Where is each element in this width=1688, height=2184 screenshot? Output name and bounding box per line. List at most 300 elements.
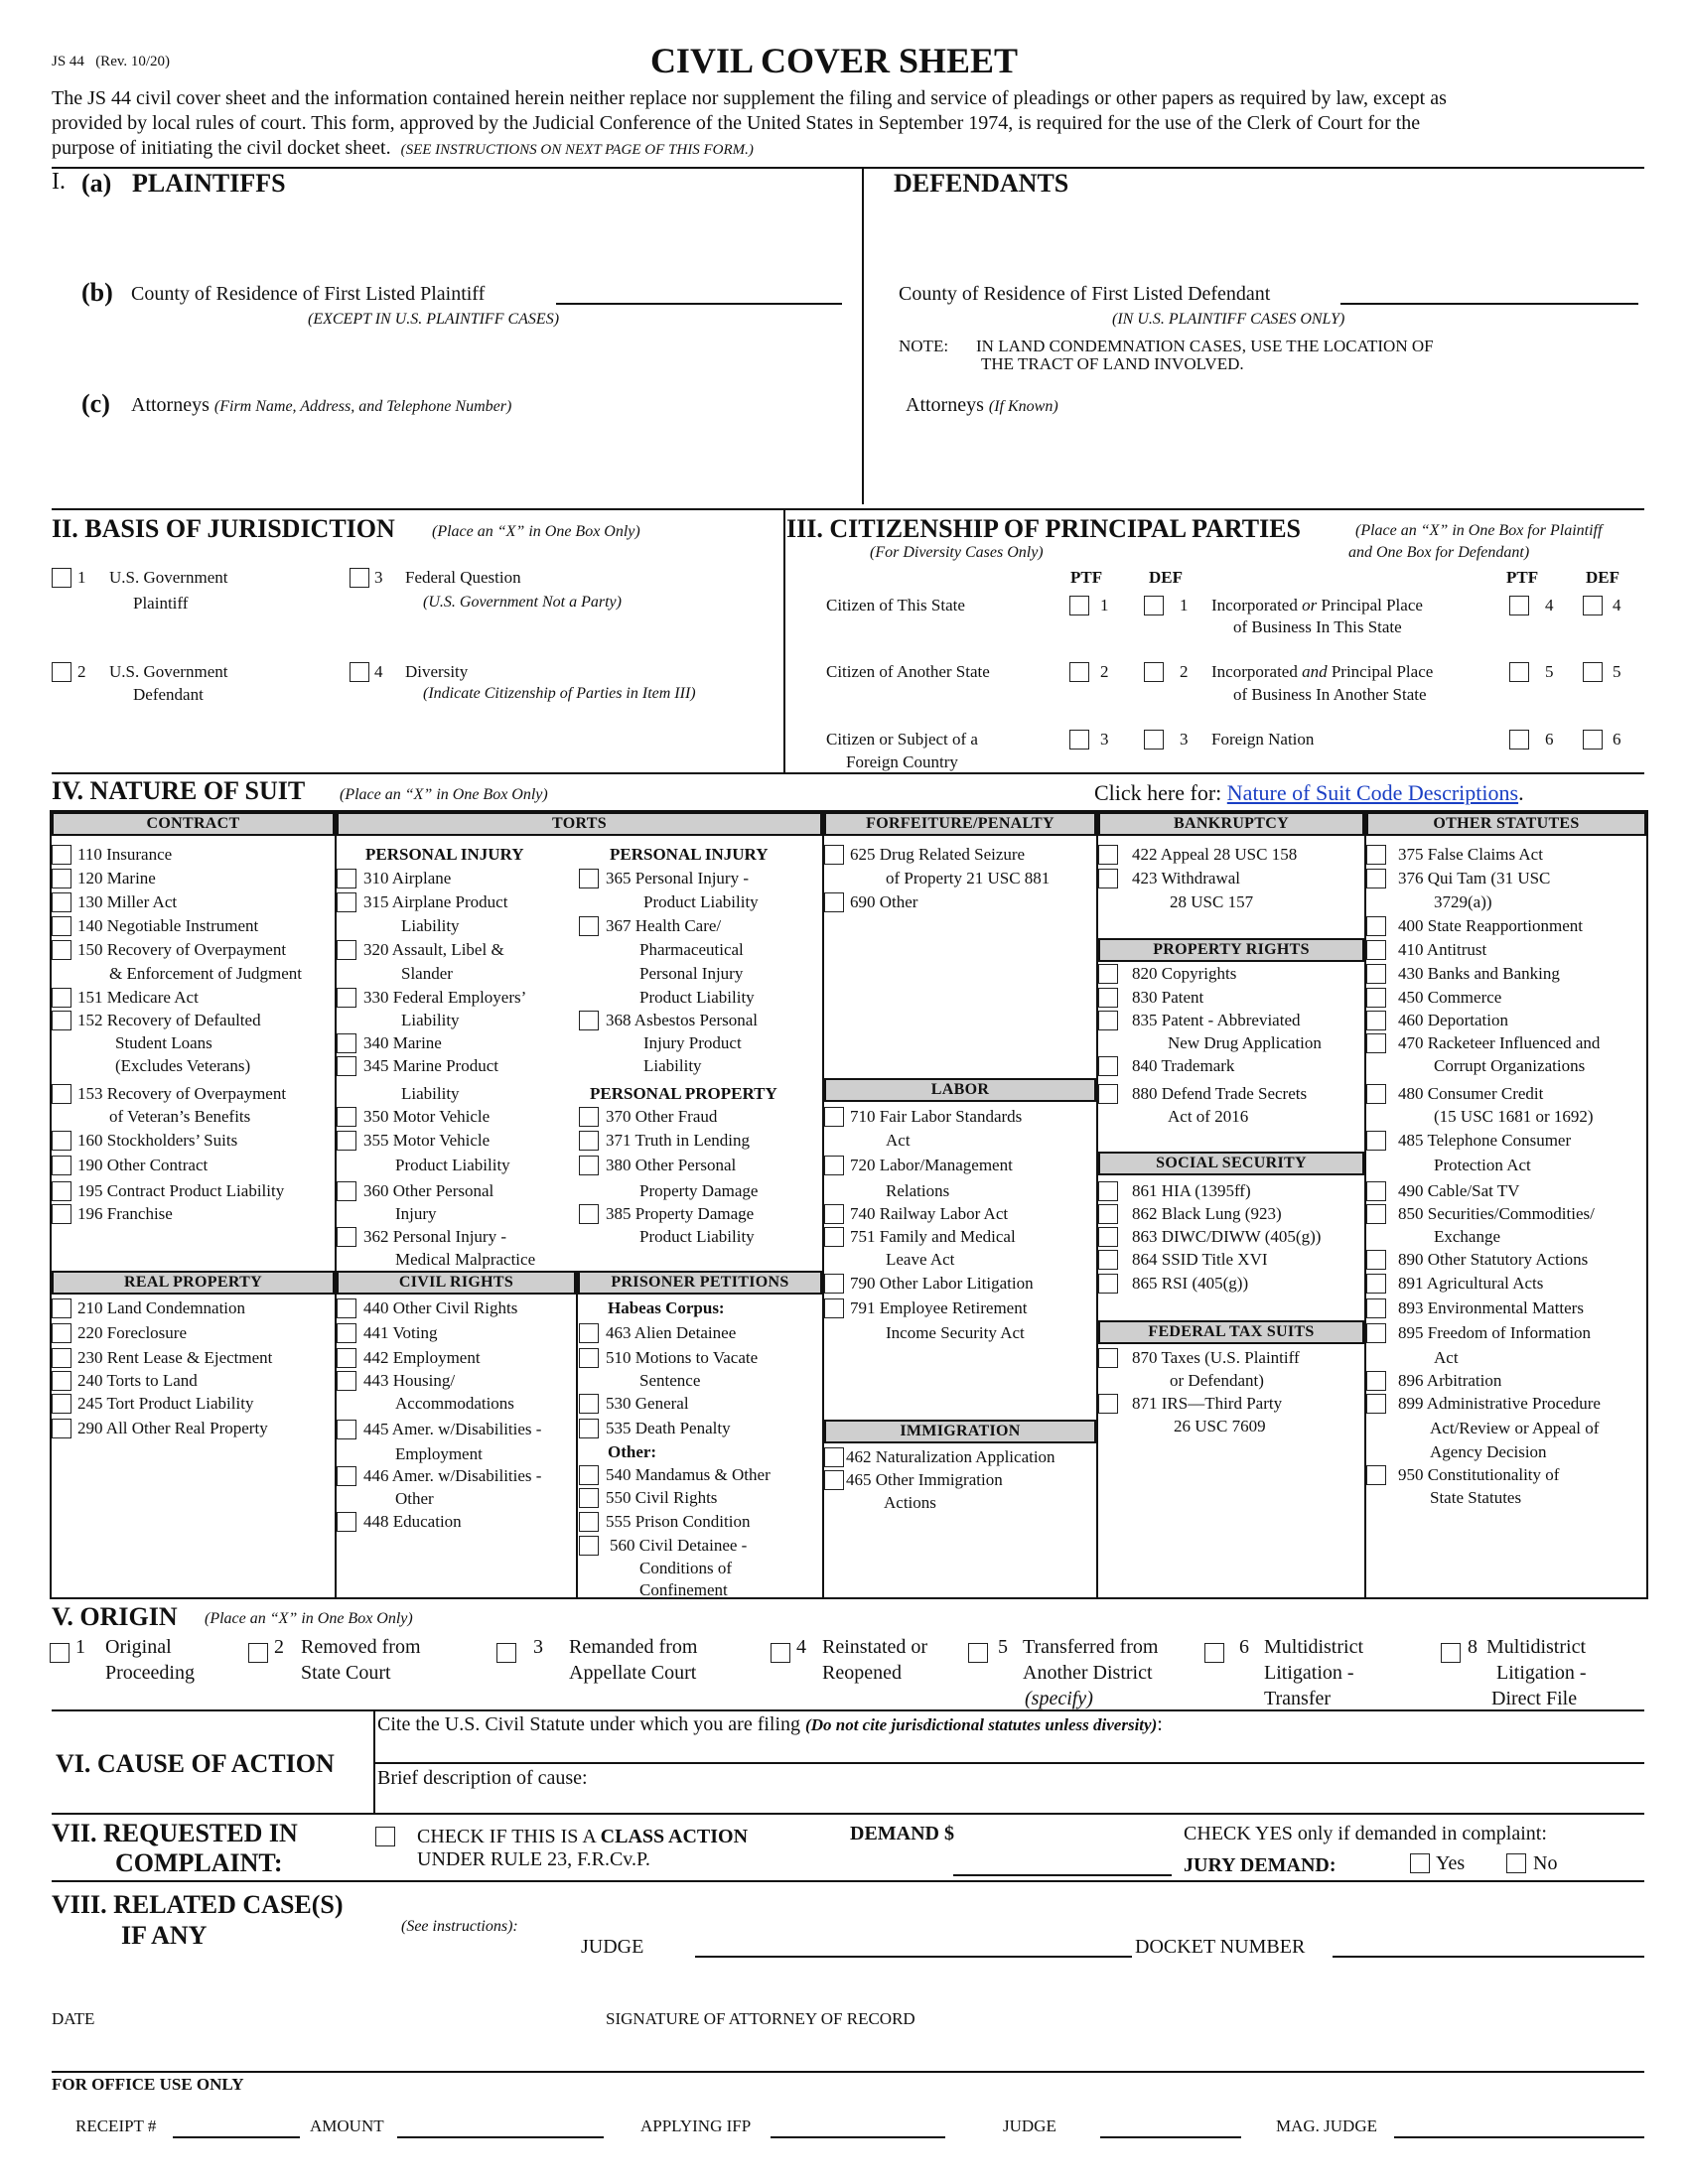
nos-791-checkbox[interactable] xyxy=(824,1298,844,1318)
nos-861-label: 861 HIA (1395ff) xyxy=(1132,1181,1251,1200)
nos-441-label: 441 Voting xyxy=(363,1323,438,1342)
attorneys-defendant[interactable]: Attorneys (If Known) xyxy=(906,394,1058,416)
nos-720-label: 720 Labor/Management xyxy=(850,1156,1013,1174)
forfeiture-header: FORFEITURE/PENALTY xyxy=(824,812,1096,836)
county-defendant-field[interactable] xyxy=(1340,303,1638,305)
incorporated-another-def-checkbox[interactable] xyxy=(1583,662,1603,682)
nos-895-checkbox[interactable] xyxy=(1366,1323,1386,1343)
section-4-instruction: (Place an “X” in One Box Only) xyxy=(340,786,548,803)
nos-530-checkbox[interactable] xyxy=(579,1394,599,1414)
nos-450-checkbox[interactable] xyxy=(1366,988,1386,1008)
nos-385-checkbox[interactable] xyxy=(579,1204,599,1224)
nos-720-sub: Relations xyxy=(886,1181,950,1200)
nos-152-label: 152 Recovery of Defaulted xyxy=(77,1011,261,1029)
demand-label: DEMAND $ xyxy=(850,1823,954,1844)
section-2-title: II. BASIS OF JURISDICTION xyxy=(52,514,395,543)
other-heading: Other: xyxy=(608,1442,657,1461)
nos-891-label: 891 Agricultural Acts xyxy=(1398,1274,1544,1293)
section-3-instruction-1: (Place an “X” in One Box for Plaintiff xyxy=(1355,522,1603,539)
nos-370-label: 370 Other Fraud xyxy=(606,1107,718,1126)
county-plaintiff-label: County of Residence of First Listed Plaintiff xyxy=(131,283,486,305)
jurisdiction-2-checkbox[interactable] xyxy=(52,662,71,682)
nos-355-sub: Product Liability xyxy=(395,1156,510,1174)
nos-210-label: 210 Land Condemnation xyxy=(77,1298,246,1317)
nos-835-checkbox[interactable] xyxy=(1098,1011,1118,1030)
nos-535-checkbox[interactable] xyxy=(579,1419,599,1438)
nos-443-sub: Accommodations xyxy=(395,1394,514,1413)
related-judge-label: JUDGE xyxy=(581,1936,644,1958)
nos-315-sub: Liability xyxy=(401,916,460,935)
nos-890-checkbox[interactable] xyxy=(1366,1250,1386,1270)
nos-190-checkbox[interactable] xyxy=(52,1156,71,1175)
nos-950-label: 950 Constitutionality of xyxy=(1398,1465,1560,1484)
nos-710-sub: Act xyxy=(886,1131,911,1150)
nos-448-checkbox[interactable] xyxy=(337,1512,356,1532)
nos-865-label: 865 RSI (405(g)) xyxy=(1132,1274,1249,1293)
nos-400-checkbox[interactable] xyxy=(1366,916,1386,936)
nos-315-checkbox[interactable] xyxy=(337,892,356,912)
nos-153-checkbox[interactable] xyxy=(52,1084,71,1104)
immigration-header: IMMIGRATION xyxy=(824,1420,1096,1443)
incorporated-and-principal-place-sub: of Business In Another State xyxy=(1233,685,1427,704)
nos-871-sub: 26 USC 7609 xyxy=(1174,1417,1266,1435)
nos-446-checkbox[interactable] xyxy=(337,1466,356,1486)
jurisdiction-1-label: U.S. Government xyxy=(109,568,228,587)
nos-470-checkbox[interactable] xyxy=(1366,1033,1386,1053)
nos-510-sub: Sentence xyxy=(639,1371,701,1390)
nos-368-sub1: Injury Product xyxy=(643,1033,742,1052)
county-defendant-note: (IN U.S. PLAINTIFF CASES ONLY) xyxy=(1112,311,1345,328)
intro-line-1: The JS 44 civil cover sheet and the information contained herein neither replace nor supplement the filing and service of pleadings or other papers as required by law, except as xyxy=(52,87,1447,109)
origin-1-sub: Proceeding xyxy=(105,1662,195,1684)
nos-368-sub2: Liability xyxy=(643,1056,702,1075)
nos-245-label: 245 Tort Product Liability xyxy=(77,1394,254,1413)
cite-statute-field[interactable] xyxy=(373,1762,1644,1764)
nos-345-checkbox[interactable] xyxy=(337,1056,356,1076)
jury-yes-label: Yes xyxy=(1436,1852,1466,1874)
nos-896-label: 896 Arbitration xyxy=(1398,1371,1502,1390)
nos-820-label: 820 Copyrights xyxy=(1132,964,1237,983)
nos-555-checkbox[interactable] xyxy=(579,1512,599,1532)
nos-441-checkbox[interactable] xyxy=(337,1323,356,1343)
nos-445-sub: Employment xyxy=(395,1444,483,1463)
origin-6-checkbox[interactable] xyxy=(1204,1643,1224,1663)
citizen-another-state-ptf-checkbox[interactable] xyxy=(1069,662,1089,682)
nos-899-checkbox[interactable] xyxy=(1366,1394,1386,1414)
nos-710-checkbox[interactable] xyxy=(824,1107,844,1127)
receipt-field[interactable] xyxy=(173,2136,300,2138)
nos-385-sub: Product Liability xyxy=(639,1227,755,1246)
nos-462-checkbox[interactable] xyxy=(824,1447,844,1467)
section-7-title-2: COMPLAINT: xyxy=(115,1848,283,1877)
jurisdiction-4-sub: (Indicate Citizenship of Parties in Item III) xyxy=(423,685,696,702)
origin-8-sub1: Litigation - xyxy=(1496,1662,1587,1684)
nos-245-checkbox[interactable] xyxy=(52,1394,71,1414)
nos-368-checkbox[interactable] xyxy=(579,1011,599,1030)
nos-195-checkbox[interactable] xyxy=(52,1181,71,1201)
citizen-foreign-country: Citizen or Subject of a xyxy=(826,730,978,749)
nos-450-label: 450 Commerce xyxy=(1398,988,1502,1007)
office-judge-field[interactable] xyxy=(1100,2136,1241,2138)
nos-861-checkbox[interactable] xyxy=(1098,1181,1118,1201)
county-plaintiff-field[interactable] xyxy=(556,303,842,305)
nos-151-checkbox[interactable] xyxy=(52,988,71,1008)
nos-375-label: 375 False Claims Act xyxy=(1398,845,1543,864)
nos-376-label: 376 Qui Tam (31 USC xyxy=(1398,869,1551,887)
origin-4-checkbox[interactable] xyxy=(771,1643,790,1663)
nos-367-sub3: Product Liability xyxy=(639,988,755,1007)
jury-yes-checkbox[interactable] xyxy=(1410,1853,1430,1873)
citizen-foreign-ptf-checkbox[interactable] xyxy=(1069,730,1089,750)
nos-310-checkbox[interactable] xyxy=(337,869,356,888)
contract-header: CONTRACT xyxy=(52,812,335,836)
nos-895-label: 895 Freedom of Information xyxy=(1398,1323,1592,1342)
applying-ifp-label: APPLYING IFP xyxy=(640,2116,752,2135)
nos-150-checkbox[interactable] xyxy=(52,940,71,960)
nos-751-checkbox[interactable] xyxy=(824,1227,844,1247)
section-5-instruction: (Place an “X” in One Box Only) xyxy=(205,1610,413,1627)
citizen-this-state-ptf-number: 1 xyxy=(1100,596,1109,614)
class-action-label: CHECK IF THIS IS A CLASS ACTION xyxy=(417,1826,749,1847)
origin-2-label: Removed from xyxy=(301,1636,421,1658)
nos-367-checkbox[interactable] xyxy=(579,916,599,936)
nos-220-label: 220 Foreclosure xyxy=(77,1323,188,1342)
social-security-header: SOCIAL SECURITY xyxy=(1098,1152,1364,1175)
incorporated-another-ptf-checkbox[interactable] xyxy=(1509,662,1529,682)
citizen-this-state-def-checkbox[interactable] xyxy=(1144,596,1164,615)
incorporated-ptf-checkbox[interactable] xyxy=(1509,596,1529,615)
foreign-nation-ptf-checkbox[interactable] xyxy=(1509,730,1529,750)
personal-injury-heading-1: PERSONAL INJURY xyxy=(365,845,524,864)
incorporated-another-def-number: 5 xyxy=(1613,662,1621,681)
nos-490-label: 490 Cable/Sat TV xyxy=(1398,1181,1520,1200)
defendants-heading: DEFENDANTS xyxy=(894,169,1069,198)
nos-151-label: 151 Medicare Act xyxy=(77,988,199,1007)
nos-423-checkbox[interactable] xyxy=(1098,869,1118,888)
nos-490-checkbox[interactable] xyxy=(1366,1181,1386,1201)
nos-376-checkbox[interactable] xyxy=(1366,869,1386,888)
nos-330-checkbox[interactable] xyxy=(337,988,356,1008)
nos-550-checkbox[interactable] xyxy=(579,1488,599,1508)
nos-423-sub: 28 USC 157 xyxy=(1170,892,1254,911)
origin-8-checkbox[interactable] xyxy=(1441,1643,1461,1663)
nos-230-checkbox[interactable] xyxy=(52,1348,71,1368)
nos-442-label: 442 Employment xyxy=(363,1348,481,1367)
nos-310-label: 310 Airplane xyxy=(363,869,452,887)
nos-430-checkbox[interactable] xyxy=(1366,964,1386,984)
nos-150-sub: & Enforcement of Judgment xyxy=(109,964,303,983)
origin-2-checkbox[interactable] xyxy=(248,1643,268,1663)
jury-no-checkbox[interactable] xyxy=(1506,1853,1526,1873)
county-plaintiff-note: (EXCEPT IN U.S. PLAINTIFF CASES) xyxy=(308,311,560,328)
nos-130-checkbox[interactable] xyxy=(52,892,71,912)
personal-property-heading: PERSONAL PROPERTY xyxy=(590,1084,777,1103)
nos-625-label: 625 Drug Related Seizure xyxy=(850,845,1026,864)
foreign-nation-def-checkbox[interactable] xyxy=(1583,730,1603,750)
nos-850-checkbox[interactable] xyxy=(1366,1204,1386,1224)
nos-720-checkbox[interactable] xyxy=(824,1156,844,1175)
nos-360-checkbox[interactable] xyxy=(337,1181,356,1201)
nos-196-checkbox[interactable] xyxy=(52,1204,71,1224)
nos-790-checkbox[interactable] xyxy=(824,1274,844,1294)
receipt-label: RECEIPT # xyxy=(75,2116,157,2135)
nos-367-sub2: Personal Injury xyxy=(639,964,744,983)
origin-6-label: Multidistrict xyxy=(1264,1636,1363,1658)
section-3-title: III. CITIZENSHIP OF PRINCIPAL PARTIES xyxy=(786,514,1301,543)
nos-371-checkbox[interactable] xyxy=(579,1131,599,1151)
origin-3-sub: Appellate Court xyxy=(569,1662,697,1684)
origin-2-sub: State Court xyxy=(301,1662,391,1684)
nos-864-checkbox[interactable] xyxy=(1098,1250,1118,1270)
origin-1-checkbox[interactable] xyxy=(50,1643,70,1663)
jurisdiction-4-checkbox[interactable] xyxy=(350,662,369,682)
jurisdiction-4-number: 4 xyxy=(374,662,383,681)
nos-893-checkbox[interactable] xyxy=(1366,1298,1386,1318)
office-use-title: FOR OFFICE USE ONLY xyxy=(52,2075,244,2094)
nos-371-label: 371 Truth in Lending xyxy=(606,1131,750,1150)
nos-140-checkbox[interactable] xyxy=(52,916,71,936)
nos-555-label: 555 Prison Condition xyxy=(606,1512,751,1531)
nos-345-sub: Liability xyxy=(401,1084,460,1103)
citizen-this-state: Citizen of This State xyxy=(826,596,965,614)
nos-152-sub2: (Excludes Veterans) xyxy=(115,1056,251,1075)
nos-899-sub2: Agency Decision xyxy=(1430,1442,1547,1461)
nos-365-checkbox[interactable] xyxy=(579,869,599,888)
nos-446-sub: Other xyxy=(395,1489,434,1508)
amount-field[interactable] xyxy=(397,2136,604,2138)
nos-463-label: 463 Alien Detainee xyxy=(606,1323,737,1342)
intro-line-3: purpose of initiating the civil docket sheet. (SEE INSTRUCTIONS ON NEXT PAGE OF THIS FORM.) xyxy=(52,137,754,159)
nos-370-checkbox[interactable] xyxy=(579,1107,599,1127)
nos-422-label: 422 Appeal 28 USC 158 xyxy=(1132,845,1298,864)
plaintiffs-heading: PLAINTIFFS xyxy=(132,169,286,198)
mag-judge-field[interactable] xyxy=(1394,2136,1644,2138)
docket-number-field[interactable] xyxy=(1333,1956,1644,1958)
related-judge-field[interactable] xyxy=(695,1956,1132,1958)
date-label: DATE xyxy=(52,2009,95,2028)
nos-465-checkbox[interactable] xyxy=(824,1470,844,1490)
cite-statute-label: Cite the U.S. Civil Statute under which you are filing (Do not cite jurisdictional statutes unless diversity): xyxy=(377,1713,1163,1735)
nos-375-checkbox[interactable] xyxy=(1366,845,1386,865)
nos-480-checkbox[interactable] xyxy=(1366,1084,1386,1104)
nos-830-checkbox[interactable] xyxy=(1098,988,1118,1008)
origin-3-number: 3 xyxy=(533,1636,543,1658)
nos-422-checkbox[interactable] xyxy=(1098,845,1118,865)
origin-6-sub2: Transfer xyxy=(1264,1688,1332,1709)
incorporated-def-checkbox[interactable] xyxy=(1583,596,1603,615)
foreign-nation: Foreign Nation xyxy=(1211,730,1315,749)
origin-4-sub: Reopened xyxy=(822,1662,902,1684)
class-action-checkbox[interactable] xyxy=(375,1827,395,1846)
nos-362-label: 362 Personal Injury - xyxy=(363,1227,507,1246)
origin-5-label: Transferred from xyxy=(1023,1636,1159,1658)
jurisdiction-2-label: U.S. Government xyxy=(109,662,228,681)
nos-320-sub: Slander xyxy=(401,964,453,983)
nos-462-label: 462 Naturalization Application xyxy=(846,1447,1055,1466)
nos-340-label: 340 Marine xyxy=(363,1033,442,1052)
citizen-this-state-ptf-checkbox[interactable] xyxy=(1069,596,1089,615)
nos-290-checkbox[interactable] xyxy=(52,1419,71,1438)
nos-152-checkbox[interactable] xyxy=(52,1011,71,1030)
county-defendant-label: County of Residence of First Listed Defendant xyxy=(899,283,1271,305)
incorporated-principal-place-sub: of Business In This State xyxy=(1233,617,1402,636)
nos-153-sub: of Veteran’s Benefits xyxy=(109,1107,251,1126)
section-7-title-1: VII. REQUESTED IN xyxy=(52,1819,298,1847)
nos-380-checkbox[interactable] xyxy=(579,1156,599,1175)
nos-160-checkbox[interactable] xyxy=(52,1131,71,1151)
citizen-foreign-ptf-number: 3 xyxy=(1100,730,1109,749)
citizen-this-state-def-number: 1 xyxy=(1180,596,1189,614)
nos-410-checkbox[interactable] xyxy=(1366,940,1386,960)
federal-tax-header: FEDERAL TAX SUITS xyxy=(1098,1320,1364,1344)
nos-899-label: 899 Administrative Procedure xyxy=(1398,1394,1601,1413)
note-line-1: IN LAND CONDEMNATION CASES, USE THE LOCATION OF xyxy=(976,337,1434,355)
nos-560-sub2: Confinement xyxy=(639,1580,728,1599)
applying-ifp-field[interactable] xyxy=(771,2136,945,2138)
nos-340-checkbox[interactable] xyxy=(337,1033,356,1053)
origin-8-label: Multidistrict xyxy=(1486,1636,1586,1658)
nos-120-checkbox[interactable] xyxy=(52,869,71,888)
nos-862-label: 862 Black Lung (923) xyxy=(1132,1204,1282,1223)
section-4-title: IV. NATURE OF SUIT xyxy=(52,776,306,805)
nos-891-checkbox[interactable] xyxy=(1366,1274,1386,1294)
nos-320-checkbox[interactable] xyxy=(337,940,356,960)
def-heading-right: DEF xyxy=(1586,568,1619,587)
nos-880-checkbox[interactable] xyxy=(1098,1084,1118,1104)
nos-865-checkbox[interactable] xyxy=(1098,1274,1118,1294)
nos-835-sub: New Drug Application xyxy=(1168,1033,1322,1052)
nos-220-checkbox[interactable] xyxy=(52,1323,71,1343)
jurisdiction-2-sub: Defendant xyxy=(133,685,204,704)
origin-4-label: Reinstated or xyxy=(822,1636,928,1658)
origin-2-number: 2 xyxy=(274,1636,284,1658)
nos-320-label: 320 Assault, Libel & xyxy=(363,940,504,959)
origin-1-label: Original xyxy=(105,1636,172,1658)
origin-4-number: 4 xyxy=(796,1636,806,1658)
incorporated-principal-place: Incorporated or Principal Place xyxy=(1211,596,1423,614)
nos-530-label: 530 General xyxy=(606,1394,689,1413)
nos-480-label: 480 Consumer Credit xyxy=(1398,1084,1544,1103)
section-1-c: (c) xyxy=(81,389,110,418)
brief-description-label: Brief description of cause: xyxy=(377,1767,588,1789)
jurisdiction-4-label: Diversity xyxy=(405,662,469,681)
nos-240-checkbox[interactable] xyxy=(52,1371,71,1391)
citizen-another-state: Citizen of Another State xyxy=(826,662,990,681)
nos-290-label: 290 All Other Real Property xyxy=(77,1419,268,1437)
jurisdiction-3-checkbox[interactable] xyxy=(350,568,369,588)
nos-362-checkbox[interactable] xyxy=(337,1227,356,1247)
section-5-title: V. ORIGIN xyxy=(52,1602,178,1631)
jury-no-label: No xyxy=(1533,1852,1558,1874)
nos-350-checkbox[interactable] xyxy=(337,1107,356,1127)
origin-8-sub2: Direct File xyxy=(1491,1688,1578,1709)
citizen-foreign-def-number: 3 xyxy=(1180,730,1189,749)
nos-625-checkbox[interactable] xyxy=(824,845,844,865)
real-property-header: REAL PROPERTY xyxy=(52,1271,335,1295)
nos-110-checkbox[interactable] xyxy=(52,845,71,865)
nos-863-checkbox[interactable] xyxy=(1098,1227,1118,1247)
note-label: NOTE: xyxy=(899,337,949,355)
nos-443-checkbox[interactable] xyxy=(337,1371,356,1391)
nos-740-checkbox[interactable] xyxy=(824,1204,844,1224)
nos-442-checkbox[interactable] xyxy=(337,1348,356,1368)
nos-355-label: 355 Motor Vehicle xyxy=(363,1131,491,1150)
nos-862-checkbox[interactable] xyxy=(1098,1204,1118,1224)
personal-injury-heading-2: PERSONAL INJURY xyxy=(610,845,769,864)
nos-196-label: 196 Franchise xyxy=(77,1204,173,1223)
nos-820-checkbox[interactable] xyxy=(1098,964,1118,984)
nos-864-label: 864 SSID Title XVI xyxy=(1132,1250,1268,1269)
nos-460-checkbox[interactable] xyxy=(1366,1011,1386,1030)
citizen-another-state-def-checkbox[interactable] xyxy=(1144,662,1164,682)
citizen-foreign-def-checkbox[interactable] xyxy=(1144,730,1164,750)
nos-896-checkbox[interactable] xyxy=(1366,1371,1386,1391)
jurisdiction-1-sub: Plaintiff xyxy=(133,594,189,613)
nos-120-label: 120 Marine xyxy=(77,869,156,887)
nos-880-sub: Act of 2016 xyxy=(1168,1107,1249,1126)
section-1-b: (b) xyxy=(81,278,113,307)
nos-540-label: 540 Mandamus & Other xyxy=(606,1465,771,1484)
nos-871-checkbox[interactable] xyxy=(1098,1394,1118,1414)
section-6-title: VI. CAUSE OF ACTION xyxy=(56,1749,335,1778)
jury-demand-label: JURY DEMAND: xyxy=(1184,1854,1336,1876)
section-8-title-2: IF ANY xyxy=(121,1921,208,1950)
nos-440-checkbox[interactable] xyxy=(337,1298,356,1318)
attorneys-plaintiff[interactable]: Attorneys (Firm Name, Address, and Telephone Number) xyxy=(131,394,512,416)
nos-560-sub1: Conditions of xyxy=(639,1559,733,1577)
nos-510-checkbox[interactable] xyxy=(579,1348,599,1368)
incorporated-def-number: 4 xyxy=(1613,596,1621,614)
origin-8-number: 8 xyxy=(1468,1636,1477,1658)
section-1-roman: I. xyxy=(52,169,66,195)
date-signature-field[interactable] xyxy=(52,2071,1644,2073)
nos-367-sub1: Pharmaceutical xyxy=(639,940,744,959)
origin-5-sub: Another District xyxy=(1023,1662,1153,1684)
nature-of-suit-link[interactable]: Nature of Suit Code Descriptions xyxy=(1226,780,1519,805)
nos-560-checkbox[interactable] xyxy=(579,1536,599,1556)
nos-840-checkbox[interactable] xyxy=(1098,1056,1118,1076)
nos-463-checkbox[interactable] xyxy=(579,1323,599,1343)
origin-3-checkbox[interactable] xyxy=(496,1643,516,1663)
nos-355-checkbox[interactable] xyxy=(337,1131,356,1151)
nos-445-checkbox[interactable] xyxy=(337,1420,356,1439)
signature-label: SIGNATURE OF ATTORNEY OF RECORD xyxy=(606,2009,915,2028)
incorporated-ptf-number: 4 xyxy=(1545,596,1554,614)
nos-460-label: 460 Deportation xyxy=(1398,1011,1508,1029)
nos-410-label: 410 Antitrust xyxy=(1398,940,1487,959)
nos-950-checkbox[interactable] xyxy=(1366,1465,1386,1485)
nos-835-label: 835 Patent - Abbreviated xyxy=(1132,1011,1301,1029)
nos-210-checkbox[interactable] xyxy=(52,1298,71,1318)
nos-690-checkbox[interactable] xyxy=(824,892,844,912)
jurisdiction-1-checkbox[interactable] xyxy=(52,568,71,588)
nos-480-sub: (15 USC 1681 or 1692) xyxy=(1434,1107,1594,1126)
section-2-instruction: (Place an “X” in One Box Only) xyxy=(432,523,640,540)
nos-360-label: 360 Other Personal xyxy=(363,1181,494,1200)
nos-540-checkbox[interactable] xyxy=(579,1465,599,1485)
nos-485-checkbox[interactable] xyxy=(1366,1131,1386,1151)
foreign-nation-def-number: 6 xyxy=(1613,730,1621,749)
nos-870-checkbox[interactable] xyxy=(1098,1348,1118,1368)
form-id: JS 44 (Rev. 10/20) xyxy=(52,54,171,69)
origin-5-checkbox[interactable] xyxy=(968,1643,988,1663)
demand-field[interactable] xyxy=(953,1874,1172,1876)
nature-of-suit-link-line: Click here for: Nature of Suit Code Descriptions. xyxy=(1094,780,1524,805)
nos-150-label: 150 Recovery of Overpayment xyxy=(77,940,287,959)
nos-880-label: 880 Defend Trade Secrets xyxy=(1132,1084,1308,1103)
origin-1-number: 1 xyxy=(75,1636,85,1658)
nos-240-label: 240 Torts to Land xyxy=(77,1371,198,1390)
